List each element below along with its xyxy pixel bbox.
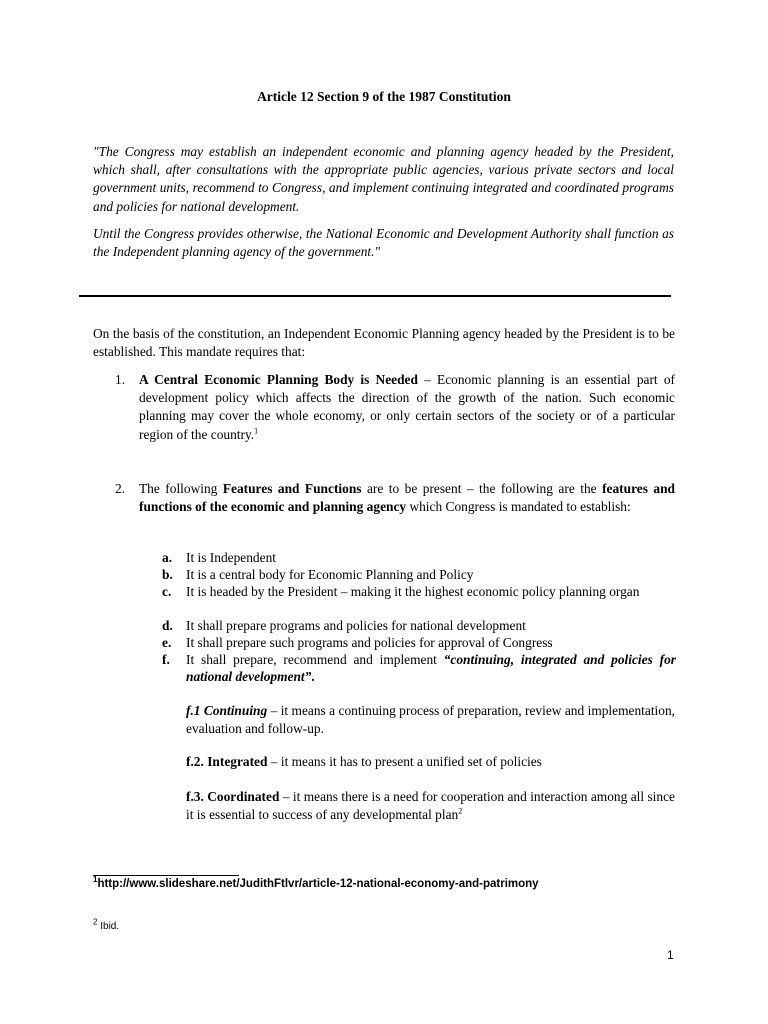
page-number: 1	[667, 948, 674, 962]
definition-term: f.3. Coordinated	[186, 789, 280, 804]
item-number: 1.	[115, 372, 126, 387]
item-body: – Economic planning is an essential part of development policy which affects the direction of the growth of the nation. Such economic planning may cover the whole economy, or only certain sectors of the society or of a particular region of the country.	[139, 372, 675, 442]
footnote-ref: 1	[254, 426, 259, 436]
subitem-letter: a.	[162, 550, 173, 565]
definition-text: – it means it has to present a unified set of policies	[267, 754, 542, 769]
footnote-ref: 2	[458, 806, 463, 816]
subitem-text: It shall prepare such programs and policies for approval of Congress	[186, 635, 553, 650]
subitem-letter: f.	[162, 652, 170, 667]
subitem-letter: c.	[162, 584, 172, 599]
item-bold-part: features and functions of the economic and planning agency	[139, 481, 675, 515]
definition-term: f.2. Integrated	[186, 754, 268, 769]
item-text	[139, 480, 675, 516]
subitem-end: .	[311, 669, 315, 684]
section-divider	[79, 295, 671, 297]
definition-coordinated	[186, 788, 675, 824]
item-text-part: are to be present – the following are the	[361, 481, 603, 496]
subitem-text: It shall prepare programs and policies for national development	[186, 618, 526, 633]
subitem-text: It is a central body for Economic Planning and Policy	[186, 567, 474, 582]
item-text	[139, 371, 675, 444]
definition-text: – it means a continuing process of preparation, review and implementation, evaluation and follow-up.	[186, 703, 675, 737]
footnote-number: 2	[93, 917, 98, 927]
subitem-letter: d.	[162, 618, 173, 633]
subitem-emphasis: “continuing, integrated and policies for national development”	[186, 652, 676, 684]
quote-paragraph-1: "The Congress may establish an independent economic and planning agency headed by the President, which shall, after consultations with the appropriate public agencies, various private sectors and local government units, recommend to Congress, and implement continuing integrated and coordinated programs and policies for national development.	[93, 144, 674, 214]
subitem-text	[186, 651, 676, 685]
subitem-letter: b.	[162, 567, 173, 582]
subitem-text-part: It shall prepare, recommend and implement	[186, 652, 444, 667]
definition-continuing	[186, 702, 675, 738]
definition-integrated	[186, 753, 675, 771]
footnote-1	[93, 875, 539, 890]
subitem-letter: e.	[162, 635, 172, 650]
document-title: Article 12 Section 9 of the 1987 Constitution	[257, 89, 511, 104]
item-text-part: The following	[139, 481, 223, 496]
subitem-text: It is Independent	[186, 550, 276, 565]
footnote-separator	[93, 875, 239, 876]
footnote-2	[93, 917, 120, 932]
footnote-text: Ibid.	[97, 921, 120, 932]
item-number: 2.	[115, 481, 126, 496]
quote-paragraph-2: Until the Congress provides otherwise, the National Economic and Development Authority shall function as the Independent planning agency of the government."	[93, 226, 674, 260]
intro-paragraph: On the basis of the constitution, an Independent Economic Planning agency headed by the President is to be established. This mandate requires that:	[93, 326, 675, 360]
definition-term: f.1 Continuing	[186, 703, 268, 718]
item-heading: A Central Economic Planning Body is Needed	[139, 372, 418, 387]
definition-text: – it means there is a need for cooperation and interaction among all since it is essential to success of any developmental plan	[186, 789, 675, 823]
item-text-part: which Congress is mandated to establish:	[406, 499, 631, 515]
subitem-text: It is headed by the President – making it the highest economic policy planning organ	[186, 584, 640, 599]
footnote-link[interactable]: http://www.slideshare.net/JudithFtlvr/article-12-national-economy-and-patrimony	[97, 878, 539, 890]
item-bold-part: Features and Functions	[222, 481, 362, 496]
footnote-number: 1	[93, 875, 98, 885]
